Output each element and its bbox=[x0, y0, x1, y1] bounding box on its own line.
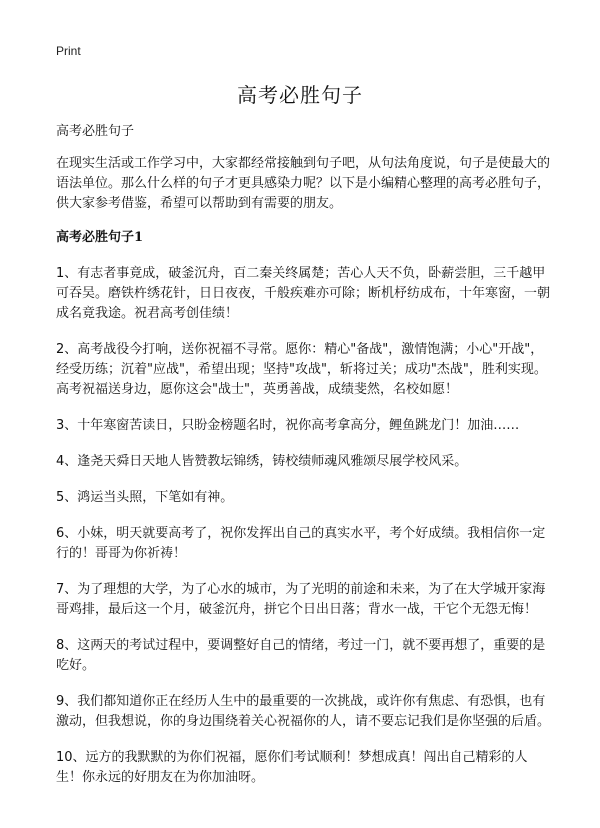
list-item: 2、高考战役今打响，送你祝福不寻常。愿你：精心"备战"，激情饱满；小心"开战"，经受历练；沉着"应战"，希望出现；坚持"攻战"，斩将过关；成功"杰战"，胜利实现。高考祝福送身边，愿你这会"战士"，英勇善战，成绩斐然，名校如愿！ bbox=[56, 342, 547, 397]
intro-paragraph: 在现实生活或工作学习中，大家都经常接触到句子吧，从句法角度说，句子是使最大的语法单位。那么什么样的句子才更具感染力呢？以下是小编精心整理的高考必胜句子，供大家参考借鉴，希望可以帮助到有需要的朋友。 bbox=[56, 156, 551, 211]
page-title: 高考必胜句子 bbox=[237, 83, 363, 107]
list-item: 5、鸿运当头照，下笔如有神。 bbox=[56, 490, 234, 505]
list-item: 9、我们都知道你正在经历人生中的最重要的一次挑战，或许你有焦虑、有恐惧，也有激动，但我想说，你的身边围绕着关心祝福你的人，请不要忘记我们是你坚强的后盾。 bbox=[56, 694, 551, 729]
list-item: 1、有志者事竟成，破釜沉舟，百二秦关终属楚；苦心人天不负，卧薪尝胆，三千越甲可吞吴。磨铁杵绣花针，日日夜夜，千般疾难亦可除；断机杼纺成布，十年寒窗，一朝成名竟我途。祝君高考创佳绩！ bbox=[56, 266, 551, 321]
section-heading: 高考必胜句子1 bbox=[56, 230, 144, 245]
list-item: 8、这两天的考试过程中，要调整好自己的情绪，考过一门，就不要再想了，重要的是吃好。 bbox=[56, 638, 546, 673]
print-label: Print bbox=[56, 44, 81, 58]
list-item: 7、为了理想的大学，为了心水的城市，为了光明的前途和未来，为了在大学城开家海哥鸡排，最后这一个月，破釜沉舟，拼它个日出日落；背水一战，干它个无怨无悔！ bbox=[56, 582, 546, 617]
list-item: 3、十年寒窗苦读日，只盼金榜题名时，祝你高考拿高分，鲤鱼跳龙门！加油…… bbox=[56, 418, 520, 433]
list-item: 6、小妹，明天就要高考了，祝你发挥出自己的真实水平，考个好成绩。我相信你一定行的！哥哥为你祈祷！ bbox=[56, 526, 546, 561]
list-item: 4、逢尧天舜日天地人皆赞教坛锦绣，铸校绩师魂风雅颂尽展学校风采。 bbox=[56, 454, 468, 469]
list-item: 10、远方的我默默的为你们祝福，愿你们考试顺利！梦想成真！闯出自己精彩的人生！你永远的好朋友在为你加油呀。 bbox=[56, 750, 528, 785]
sentence-list bbox=[56, 264, 552, 788]
document-body bbox=[56, 122, 552, 804]
document-subtitle: 高考必胜句子 bbox=[56, 124, 135, 139]
